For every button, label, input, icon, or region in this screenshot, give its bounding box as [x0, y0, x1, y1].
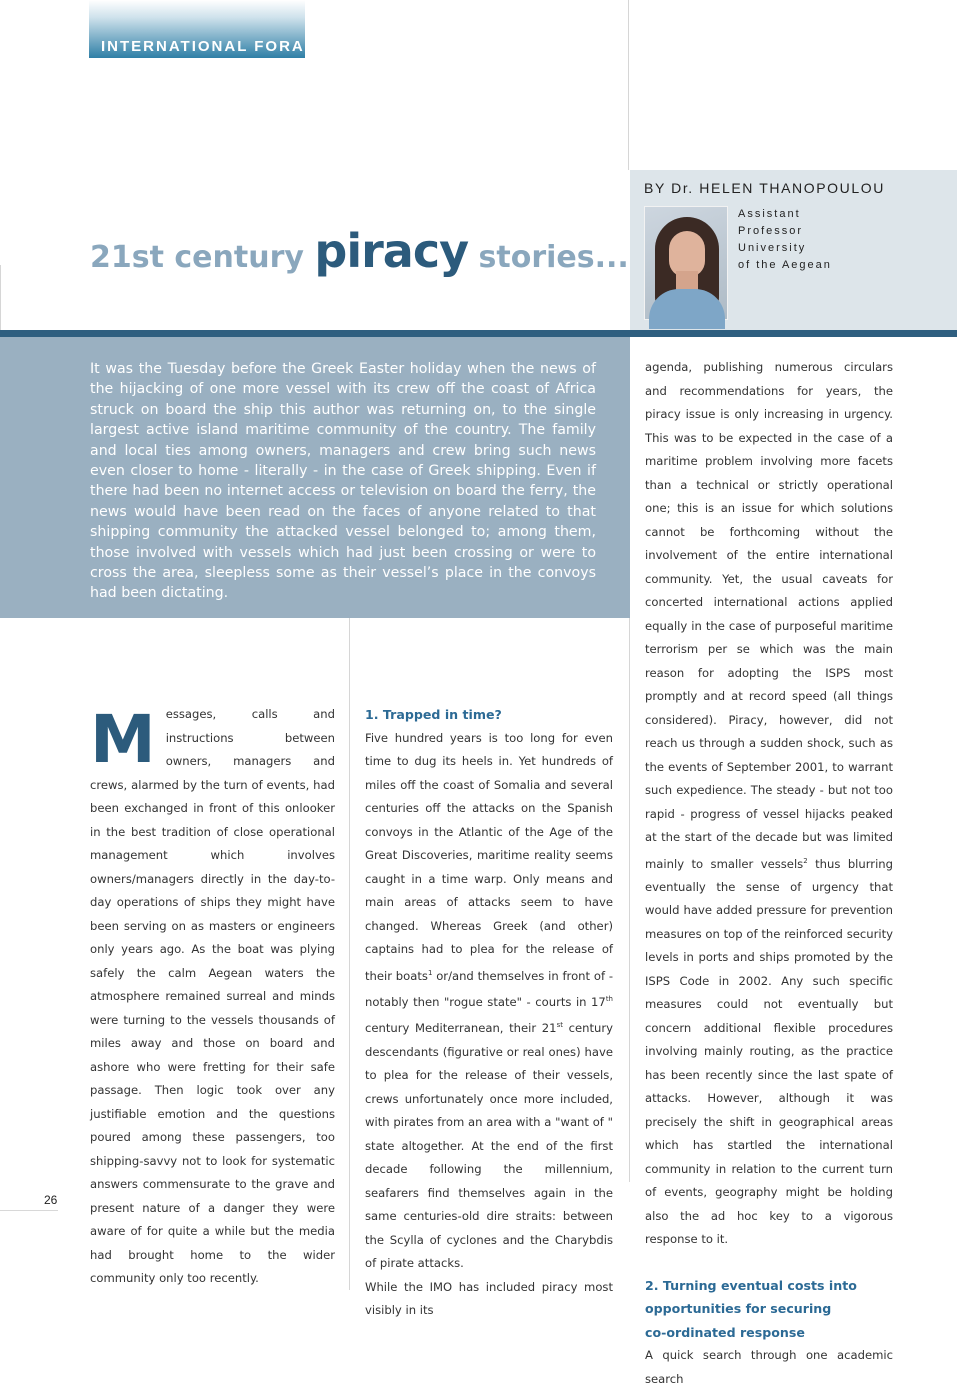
role-line: University — [738, 242, 807, 254]
column-rule-left — [0, 265, 1, 330]
paragraph: A quick search through one academic search — [645, 1348, 893, 1386]
column-rule-top — [628, 0, 629, 170]
section-tag — [89, 0, 305, 58]
section-heading-1: 1. Trapped in time? — [365, 707, 502, 722]
role-line: Assistant — [738, 208, 801, 220]
title-part-1: 21st century — [90, 240, 304, 275]
column-3 — [645, 356, 893, 1391]
section-heading-2: 2. Turning eventual costs into opportunities for securing co-ordinated response — [645, 1277, 857, 1340]
column-2 — [365, 703, 613, 1323]
footer-rule — [0, 1210, 58, 1211]
title-part-2: stories... — [478, 240, 629, 275]
author-byline: BY Dr. HELEN THANOPOULOU — [644, 180, 885, 196]
role-line: Professor — [738, 225, 804, 237]
column-1 — [90, 703, 335, 1291]
paragraph: agenda, publishing numerous circulars and recommendations for years, the piracy issue is only increasing in urgency. This was to be expected in the case of a maritime problem involving more facets than a technical or strictly operational one; this is an issue for which solutions cannot be forthcoming without the involvement of the entire international community. Yet, the usual caveats for concerted international actions applied equally in the case of purposeful maritime terrorism per se which was the main reason for adopting the ISPS most promptly and at record speed (all things considered). Piracy, however, did not reach us through a sudden shock, such as the events of September 2001, to warrant such expedience. The steady - but not too rapid - progress of vessel hijacks peaked at the start of the decade but was limited mainly to smaller vessels$^2$ thus blurring eventually the sense of urgency that would have added pressure for prevention measures on top of the reinforced security levels in ports and ships promoted by the ISPS Code in 2002. Any such specific measures could not eventually but concern additional flexible procedures involving mainly routing, as the practice has been recently since the last spate of attacks. However, although it was precisely the shift in geographical areas which has startled the international community in relation to the current turn of events, geography might be holding also the ad hoc key to a vigorous response to it. — [645, 360, 894, 1247]
column-rule-middle — [349, 618, 350, 1290]
column-1-text: essages, calls and instructions between owners, managers and crews, alarmed by the turn of events, had been exchanged in front of this onlooker in the best tradition of close operational management which involves owners/managers directly in the day-to-day operations of ships they might have been serving on as masters or engineers only years ago. As the boat was plying safely the calm Aegean waters the atmosphere remained surreal and minds were turning to the vessels thousands of miles away and those on board and ashore who were fretting for their safe passage. Then logic took over any justifiable emotion and the questions poured among these passengers, too shipping-savvy not to look for systematic answers commensurate to the grave and present nature of a danger they were aware of for quite a while but the media had brought home to the wider community only too recently. — [90, 707, 335, 1285]
intro-box — [0, 337, 630, 618]
intro-paragraph: It was the Tuesday before the Greek Easter holiday when the news of the hijacking of one more vessel with its crew off the coast of Africa struck on board the ship this author was returning on, to the single largest active island maritime community of the country. The family and local ties among owners, managers and crew bring such news even closer to home - literally - in the case of Greek shipping. Even if there had been no internet access or television on board the ferry, the news would have been read on the faces of anyone related to that shipping community the attacked vessel belonged to; among them, those involved with vessels which had just been crossing or were to cross the area, sleepless some as their vessel’s place in the convoys had been dictating. — [90, 361, 596, 602]
author-box — [630, 170, 957, 330]
article-title — [90, 223, 629, 286]
drop-cap: M — [90, 701, 156, 778]
author-role — [738, 206, 832, 274]
paragraph: Five hundred years is too long for even time to dug its heels in. Yet hundreds of miles off the coast of Somalia and several centuries off the attacks on the Spanish convoys in the Atlantic of the Age of the Great Discoveries, maritime reality seems caught in a time warp. Only means and main areas of attacks seem to have changed. Whereas Greek (and other) captains had to plea for the release of their boats$^1$ or/and themselves in front of - notably then "rogue state" - courts in 17th century Mediterranean, their 21st century descendants (figurative or real ones) have to plea for the release of their vessels, crews unfortunately once more included, with pirates from an area with a "want of " state altogether. At the end of the first decade following the millennium, seafarers find themselves again in the same centuries-old dire straits: between the Scylla of cyclones and the Charybdis of pirate attacks. — [365, 730, 613, 1271]
section-label: INTERNATIONAL FORA — [101, 38, 305, 55]
author-photo — [644, 206, 728, 320]
role-line: of the Aegean — [738, 259, 832, 271]
header-divider — [0, 330, 957, 337]
footnote-marker: 1 — [427, 968, 433, 977]
title-emphasis: piracy — [314, 224, 469, 278]
paragraph: While the IMO has included piracy most visibly in its — [365, 1279, 613, 1318]
page-number: 26 — [44, 1193, 58, 1207]
footnote-marker: 2 — [803, 856, 808, 865]
